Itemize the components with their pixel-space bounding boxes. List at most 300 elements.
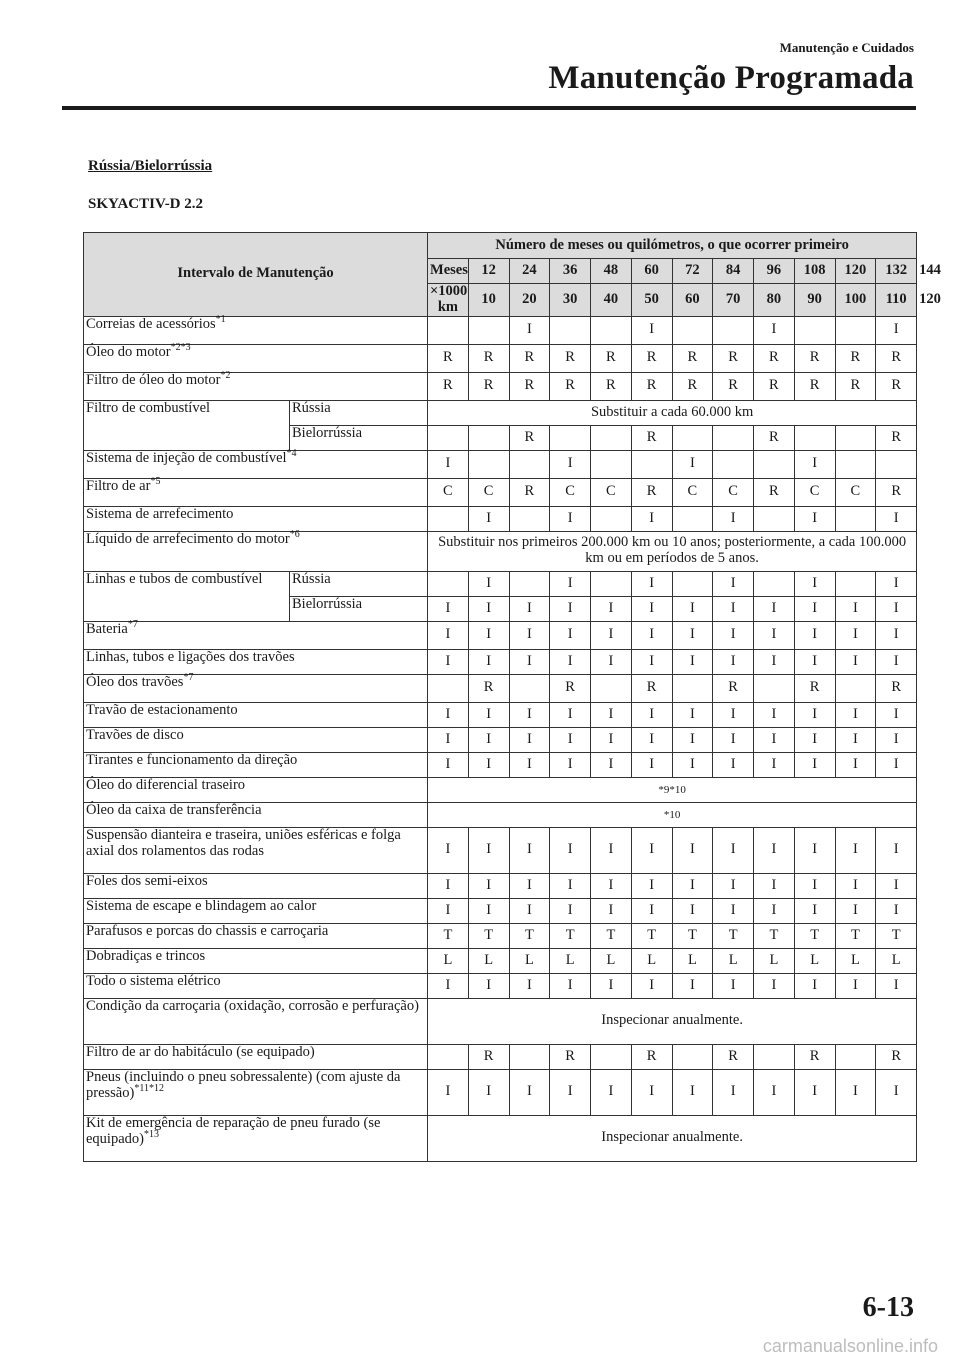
schedule-cell xyxy=(509,450,550,478)
schedule-cell: R xyxy=(754,478,795,506)
schedule-cell: I xyxy=(631,596,672,621)
schedule-cell xyxy=(591,674,632,702)
footnote-ref: *7 xyxy=(127,619,138,631)
month-header: 60 xyxy=(631,259,672,284)
schedule-cell: I xyxy=(550,873,591,898)
month-header: 72 xyxy=(672,259,713,284)
schedule-cell: I xyxy=(631,873,672,898)
schedule-cell: L xyxy=(754,948,795,973)
item-label-cell xyxy=(84,948,428,973)
schedule-cell: I xyxy=(631,1069,672,1115)
schedule-cell xyxy=(591,506,632,531)
schedule-cell: I xyxy=(550,450,591,478)
schedule-cell: R xyxy=(794,674,835,702)
month-header: 48 xyxy=(591,259,632,284)
month-header: 120 xyxy=(835,259,876,284)
schedule-cell: I xyxy=(550,727,591,752)
schedule-cell: R xyxy=(876,372,917,400)
footnote-ref: *2*3 xyxy=(170,342,191,354)
schedule-cell: I xyxy=(550,973,591,998)
schedule-cell: I xyxy=(794,596,835,621)
schedule-cell: I xyxy=(754,898,795,923)
schedule-cell xyxy=(713,316,754,344)
schedule-cell: I xyxy=(876,873,917,898)
month-header: 132 xyxy=(876,259,917,284)
interval-header: Intervalo de Manutenção xyxy=(84,233,428,317)
schedule-cell xyxy=(550,316,591,344)
span-text-cell: Inspecionar anualmente. xyxy=(428,998,917,1044)
schedule-cell: R xyxy=(550,674,591,702)
schedule-cell: I xyxy=(509,316,550,344)
schedule-cell: I xyxy=(509,973,550,998)
schedule-cell: I xyxy=(591,1069,632,1115)
table-row xyxy=(84,478,917,506)
schedule-cell: T xyxy=(591,923,632,948)
schedule-cell: I xyxy=(713,973,754,998)
span-text-cell: Substituir nos primeiros 200.000 km ou 10 anos; posteriormente, a cada 100.000 km ou em períodos de 5 anos. xyxy=(428,531,917,571)
schedule-cell: I xyxy=(631,973,672,998)
item-label-cell xyxy=(84,621,428,649)
schedule-cell: R xyxy=(428,344,469,372)
schedule-cell: I xyxy=(428,450,469,478)
schedule-cell: T xyxy=(876,923,917,948)
schedule-cell: R xyxy=(794,1044,835,1069)
schedule-cell: I xyxy=(794,973,835,998)
schedule-cell: I xyxy=(794,752,835,777)
schedule-cell: I xyxy=(428,752,469,777)
schedule-cell: I xyxy=(550,621,591,649)
km-header: 80 xyxy=(754,284,795,317)
table-row xyxy=(84,998,917,1044)
schedule-cell: R xyxy=(428,372,469,400)
schedule-cell: L xyxy=(631,948,672,973)
table-row xyxy=(84,752,917,777)
schedule-cell: R xyxy=(591,344,632,372)
table-row xyxy=(84,674,917,702)
km-header: 30 xyxy=(550,284,591,317)
schedule-cell: I xyxy=(591,873,632,898)
schedule-cell: I xyxy=(713,752,754,777)
item-label-cell xyxy=(84,777,428,802)
schedule-cell: I xyxy=(794,649,835,674)
schedule-cell xyxy=(428,571,469,596)
schedule-cell: T xyxy=(468,923,509,948)
schedule-cell xyxy=(835,316,876,344)
item-label-cell xyxy=(84,827,428,873)
schedule-cell: L xyxy=(672,948,713,973)
schedule-cell: R xyxy=(631,478,672,506)
schedule-cell: I xyxy=(428,873,469,898)
schedule-cell: I xyxy=(550,702,591,727)
km-header: 40 xyxy=(591,284,632,317)
schedule-cell: I xyxy=(509,649,550,674)
schedule-cell: I xyxy=(550,596,591,621)
schedule-cell: I xyxy=(591,752,632,777)
item-label-cell xyxy=(84,674,428,702)
footnote-ref: *13 xyxy=(143,1128,159,1140)
schedule-cell: C xyxy=(591,478,632,506)
schedule-cell: I xyxy=(835,1069,876,1115)
schedule-cell: I xyxy=(672,898,713,923)
schedule-cell xyxy=(550,425,591,450)
schedule-cell xyxy=(835,1044,876,1069)
table-row xyxy=(84,621,917,649)
schedule-cell: I xyxy=(631,316,672,344)
schedule-cell: R xyxy=(876,1044,917,1069)
schedule-cell: C xyxy=(550,478,591,506)
schedule-cell xyxy=(754,571,795,596)
schedule-cell: I xyxy=(794,1069,835,1115)
km-header: 90 xyxy=(794,284,835,317)
schedule-cell: R xyxy=(550,372,591,400)
schedule-cell: I xyxy=(509,1069,550,1115)
schedule-cell: C xyxy=(428,478,469,506)
schedule-cell: I xyxy=(876,571,917,596)
item-label-cell xyxy=(84,316,428,344)
schedule-cell: I xyxy=(591,621,632,649)
schedule-cell: L xyxy=(468,948,509,973)
item-label-cell xyxy=(84,998,428,1044)
item-label: Parafusos e porcas do chassis e carroçaria xyxy=(86,922,329,939)
schedule-cell: I xyxy=(509,727,550,752)
schedule-cell: L xyxy=(876,948,917,973)
item-label: Tirantes e funcionamento da direção xyxy=(86,751,298,768)
schedule-cell: I xyxy=(428,898,469,923)
table-row xyxy=(84,571,917,596)
schedule-cell: T xyxy=(428,923,469,948)
schedule-cell: I xyxy=(591,973,632,998)
schedule-cell: I xyxy=(835,827,876,873)
schedule-cell: I xyxy=(713,571,754,596)
schedule-cell: I xyxy=(794,621,835,649)
schedule-cell: T xyxy=(672,923,713,948)
footnote-ref: *4 xyxy=(286,448,297,460)
km-header: 20 xyxy=(509,284,550,317)
footnote-ref: *7 xyxy=(183,672,194,684)
schedule-cell: I xyxy=(754,827,795,873)
schedule-cell: I xyxy=(713,621,754,649)
schedule-cell: I xyxy=(835,649,876,674)
item-label: Todo o sistema elétrico xyxy=(86,972,221,989)
span-text-cell: Substituir a cada 60.000 km xyxy=(428,400,917,425)
schedule-cell: I xyxy=(835,752,876,777)
schedule-cell: I xyxy=(754,752,795,777)
schedule-cell: I xyxy=(876,506,917,531)
section-title: Manutenção e Cuidados xyxy=(779,40,914,55)
schedule-cell: I xyxy=(754,596,795,621)
schedule-cell: I xyxy=(713,506,754,531)
schedule-cell: I xyxy=(468,752,509,777)
schedule-cell xyxy=(672,425,713,450)
schedule-cell: R xyxy=(794,344,835,372)
schedule-cell xyxy=(794,425,835,450)
schedule-cell: I xyxy=(672,649,713,674)
schedule-cell: I xyxy=(713,596,754,621)
schedule-cell: I xyxy=(672,450,713,478)
table-row xyxy=(84,923,917,948)
schedule-cell xyxy=(754,506,795,531)
schedule-cell: R xyxy=(876,674,917,702)
item-label: Sistema de injeção de combustível xyxy=(86,449,287,466)
schedule-cell: R xyxy=(631,425,672,450)
schedule-cell: I xyxy=(428,596,469,621)
months-label: Meses xyxy=(428,259,469,284)
table-row xyxy=(84,344,917,372)
schedule-cell: L xyxy=(550,948,591,973)
schedule-cell xyxy=(713,450,754,478)
maintenance-schedule-table: Intervalo de Manutenção Número de meses ou quilómetros, o que ocorrer primeiro Meses 12 24 36 48 60 72 84 96 108 120 132 144 ×1000 km 10 20 30 40 50 60 70 80 90 100 110 120 Correias de acessórios$^{*1}$ I I I I Óleo do motor$^{*2*3}$ R R R R R R R R R R R R Filtro de óleo do motor$^{*2}$ R R R R R R R R R R R R Filtro de combustível Rússia Substituir a cada 60.000 km Bielorrússia R R R R Sistema de injeção de combustível$^{*4}$ I I I I Filtro de $ar^{*5}$ C C R C C R C C R C C R Sistema de arrefecimento I I I I I I Líquido de arrefecimento do motor$^{*6}$ Substituir nos primeiros 200.000 km ou 10 anos; posteriormente, a cada 100.000 km ou em períodos de 5 anos. Linhas e tubos de combustível Rússia I I I I I I Bielorrússia I I I I I I I I I I I I Bateria$^{*7}$ I I I I I I I I I I I I Linhas, tubos e ligações dos travões I I I I I I I I I I I I Óleo dos travões$^{*7}$ R R R R R R Travão de estacionamento I I I I I I I I I I I I Travões de disco I I I I I I I I I I I I Tirantes e funcionamento da direção I I I I I I I I I I I I Óleo do diferencial traseiro *9*10 Óleo da caixa de transferência *10 Suspensão dianteira e traseira, uniões esféricas e folga axial dos rolamentos das rodas I I I I I I I I I I I I Foles dos semi-eixos I I I I I I I I I I I I Sistema de escape e blindagem ao calor I I I I I I I I I I I I Parafusos e porcas do chassis e carroçaria T T T T T T T T T T T T Dobradiças e trincos L L L L L L L L L L L L Todo o sistema elétrico I I I I I I I I I I I I Condição da carroçaria (oxidação, corrosão e perfuração) Inspecionar anualmente. Filtro de ar do habitáculo (se equipado) R R R R R R Pneus (incluindo o pneu sobressalente) (com ajuste da pressão)$^{*11*12}$ I I I I I I I I I I I I Kit de emergência de reparação de pneu furado (se equipado)$^{*13}$ Inspecionar anualmente. xyxy=(83,232,917,1162)
km-header: 60 xyxy=(672,284,713,317)
sub-label-cell: Rússia xyxy=(290,400,428,425)
schedule-cell: I xyxy=(794,450,835,478)
km-header: 70 xyxy=(713,284,754,317)
km-label: ×1000 km xyxy=(428,284,469,317)
schedule-cell: T xyxy=(835,923,876,948)
schedule-cell: I xyxy=(509,621,550,649)
note-cell: *10 xyxy=(428,802,917,827)
span-text-cell: Inspecionar anualmente. xyxy=(428,1115,917,1161)
schedule-cell: I xyxy=(835,973,876,998)
item-label: Linhas e tubos de combustível xyxy=(86,570,263,587)
footnote-ref: *2 xyxy=(220,370,231,382)
footnote-ref: *11*12 xyxy=(134,1082,164,1094)
schedule-cell: R xyxy=(631,1044,672,1069)
month-header: 24 xyxy=(509,259,550,284)
km-header: 110 xyxy=(876,284,917,317)
schedule-cell: R xyxy=(713,1044,754,1069)
month-header: 84 xyxy=(713,259,754,284)
schedule-cell: R xyxy=(754,344,795,372)
schedule-cell: R xyxy=(672,344,713,372)
schedule-cell: L xyxy=(591,948,632,973)
schedule-cell: I xyxy=(468,727,509,752)
schedule-cell: I xyxy=(876,316,917,344)
schedule-cell: I xyxy=(428,649,469,674)
km-header: 10 xyxy=(468,284,509,317)
schedule-cell: I xyxy=(550,649,591,674)
table-row xyxy=(84,702,917,727)
schedule-cell: I xyxy=(713,1069,754,1115)
schedule-cell: T xyxy=(631,923,672,948)
schedule-cell: R xyxy=(835,372,876,400)
item-label-cell xyxy=(84,649,428,674)
month-header: 36 xyxy=(550,259,591,284)
table-row xyxy=(84,506,917,531)
schedule-cell: I xyxy=(428,1069,469,1115)
schedule-cell: I xyxy=(591,827,632,873)
schedule-cell: I xyxy=(876,727,917,752)
schedule-cell xyxy=(672,571,713,596)
schedule-cell: I xyxy=(468,506,509,531)
schedule-cell: C xyxy=(794,478,835,506)
schedule-cell: T xyxy=(713,923,754,948)
schedule-cell: I xyxy=(672,702,713,727)
schedule-cell: I xyxy=(835,702,876,727)
schedule-cell: R xyxy=(509,478,550,506)
item-label: Kit de emergência de reparação de pneu furado (se equipado) xyxy=(86,1114,381,1147)
schedule-cell: I xyxy=(876,621,917,649)
item-label: Correias de acessórios xyxy=(86,315,216,332)
item-label: Linhas, tubos e ligações dos travões xyxy=(86,648,295,665)
schedule-cell: I xyxy=(794,727,835,752)
item-label-cell xyxy=(84,973,428,998)
schedule-cell: R xyxy=(509,425,550,450)
schedule-cell xyxy=(428,425,469,450)
table-row xyxy=(84,873,917,898)
month-header: 96 xyxy=(754,259,795,284)
schedule-cell: I xyxy=(876,702,917,727)
schedule-cell xyxy=(428,674,469,702)
schedule-cell xyxy=(509,571,550,596)
schedule-cell: I xyxy=(754,1069,795,1115)
note-cell: *9*10 xyxy=(428,777,917,802)
km-header: 100 xyxy=(835,284,876,317)
schedule-cell: I xyxy=(754,621,795,649)
schedule-cell: I xyxy=(468,873,509,898)
item-label-cell xyxy=(84,450,428,478)
schedule-cell: I xyxy=(713,873,754,898)
schedule-cell: I xyxy=(754,973,795,998)
schedule-cell: C xyxy=(713,478,754,506)
engine-heading: SKYACTIV-D 2.2 xyxy=(88,196,204,212)
schedule-cell: I xyxy=(794,827,835,873)
item-label: Filtro de combustível xyxy=(86,399,211,416)
schedule-cell: R xyxy=(672,372,713,400)
schedule-cell: I xyxy=(876,827,917,873)
table-row xyxy=(84,1069,917,1115)
schedule-cell: I xyxy=(794,506,835,531)
item-label-cell xyxy=(84,1044,428,1069)
item-label-cell xyxy=(84,923,428,948)
schedule-cell xyxy=(428,1044,469,1069)
schedule-cell: R xyxy=(468,674,509,702)
schedule-cell: I xyxy=(591,727,632,752)
schedule-cell: R xyxy=(631,344,672,372)
schedule-cell: I xyxy=(631,898,672,923)
schedule-cell xyxy=(713,425,754,450)
item-label: Bateria xyxy=(86,620,128,637)
schedule-cell: R xyxy=(754,372,795,400)
schedule-cell: I xyxy=(591,702,632,727)
schedule-cell: I xyxy=(468,702,509,727)
watermark: carmanualsonline.info xyxy=(762,1336,938,1356)
schedule-cell: I xyxy=(550,827,591,873)
schedule-cell: I xyxy=(754,727,795,752)
table-row xyxy=(84,649,917,674)
schedule-cell: I xyxy=(794,702,835,727)
item-label: Condição da carroçaria (oxidação, corrosão e perfuração) xyxy=(86,997,419,1014)
item-label: Líquido de arrefecimento do motor xyxy=(86,530,290,547)
schedule-cell xyxy=(468,450,509,478)
schedule-cell xyxy=(591,425,632,450)
schedule-cell: I xyxy=(672,873,713,898)
item-label: Óleo dos travões xyxy=(86,673,184,690)
item-label: Pneus (incluindo o pneu sobressalente) (com ajuste da pressão) xyxy=(86,1068,401,1101)
schedule-cell: I xyxy=(672,727,713,752)
schedule-cell: R xyxy=(631,372,672,400)
schedule-cell: I xyxy=(631,827,672,873)
km-header: 50 xyxy=(631,284,672,317)
schedule-cell: I xyxy=(468,827,509,873)
schedule-cell: I xyxy=(754,702,795,727)
schedule-cell: I xyxy=(509,752,550,777)
item-label: Travões de disco xyxy=(86,726,184,743)
sub-label-cell: Rússia xyxy=(290,571,428,596)
schedule-cell: I xyxy=(713,649,754,674)
item-label-cell xyxy=(84,802,428,827)
schedule-cell: I xyxy=(835,873,876,898)
footnote-ref: *1 xyxy=(215,314,226,326)
item-label-cell xyxy=(84,478,428,506)
table-row xyxy=(84,898,917,923)
schedule-cell: I xyxy=(509,873,550,898)
schedule-cell: I xyxy=(672,1069,713,1115)
schedule-cell: T xyxy=(550,923,591,948)
schedule-cell: L xyxy=(509,948,550,973)
table-row xyxy=(84,450,917,478)
schedule-cell: R xyxy=(794,372,835,400)
item-label-cell xyxy=(84,506,428,531)
schedule-cell: I xyxy=(631,649,672,674)
item-label: Filtro de óleo do motor xyxy=(86,371,221,388)
schedule-cell xyxy=(672,506,713,531)
table-row xyxy=(84,777,917,802)
item-label: Sistema de escape e blindagem ao calor xyxy=(86,897,317,914)
schedule-cell xyxy=(672,1044,713,1069)
schedule-cell xyxy=(754,674,795,702)
schedule-cell: I xyxy=(428,973,469,998)
schedule-cell xyxy=(754,1044,795,1069)
schedule-cell: I xyxy=(468,649,509,674)
item-label: Óleo do diferencial traseiro xyxy=(86,776,246,793)
sub-label-cell: Bielorrússia xyxy=(290,596,428,621)
schedule-cell: R xyxy=(631,674,672,702)
schedule-cell: I xyxy=(591,649,632,674)
item-label: Óleo do motor xyxy=(86,343,171,360)
schedule-cell: R xyxy=(509,372,550,400)
schedule-cell: I xyxy=(428,727,469,752)
schedule-cell xyxy=(428,316,469,344)
schedule-cell: L xyxy=(835,948,876,973)
schedule-cell: I xyxy=(468,973,509,998)
schedule-cell: I xyxy=(713,827,754,873)
schedule-cell: L xyxy=(794,948,835,973)
schedule-cell xyxy=(591,1044,632,1069)
schedule-cell xyxy=(509,506,550,531)
schedule-cell: R xyxy=(509,344,550,372)
item-label-cell xyxy=(84,400,290,450)
schedule-cell: R xyxy=(713,372,754,400)
schedule-cell: R xyxy=(550,344,591,372)
item-label-cell xyxy=(84,898,428,923)
table-row xyxy=(84,400,917,425)
schedule-cell: I xyxy=(631,571,672,596)
schedule-cell: I xyxy=(631,621,672,649)
schedule-cell: I xyxy=(713,702,754,727)
schedule-cell: I xyxy=(509,898,550,923)
schedule-cell xyxy=(835,571,876,596)
schedule-cell: I xyxy=(509,827,550,873)
schedule-cell: I xyxy=(794,571,835,596)
item-label-cell xyxy=(84,752,428,777)
schedule-cell: T xyxy=(509,923,550,948)
schedule-cell: T xyxy=(794,923,835,948)
schedule-cell: I xyxy=(672,973,713,998)
item-label: Travão de estacionamento xyxy=(86,701,238,718)
item-label: Suspensão dianteira e traseira, uniões esféricas e folga axial dos rolamentos das rodas xyxy=(86,826,401,859)
schedule-cell: T xyxy=(754,923,795,948)
item-label-cell xyxy=(84,702,428,727)
